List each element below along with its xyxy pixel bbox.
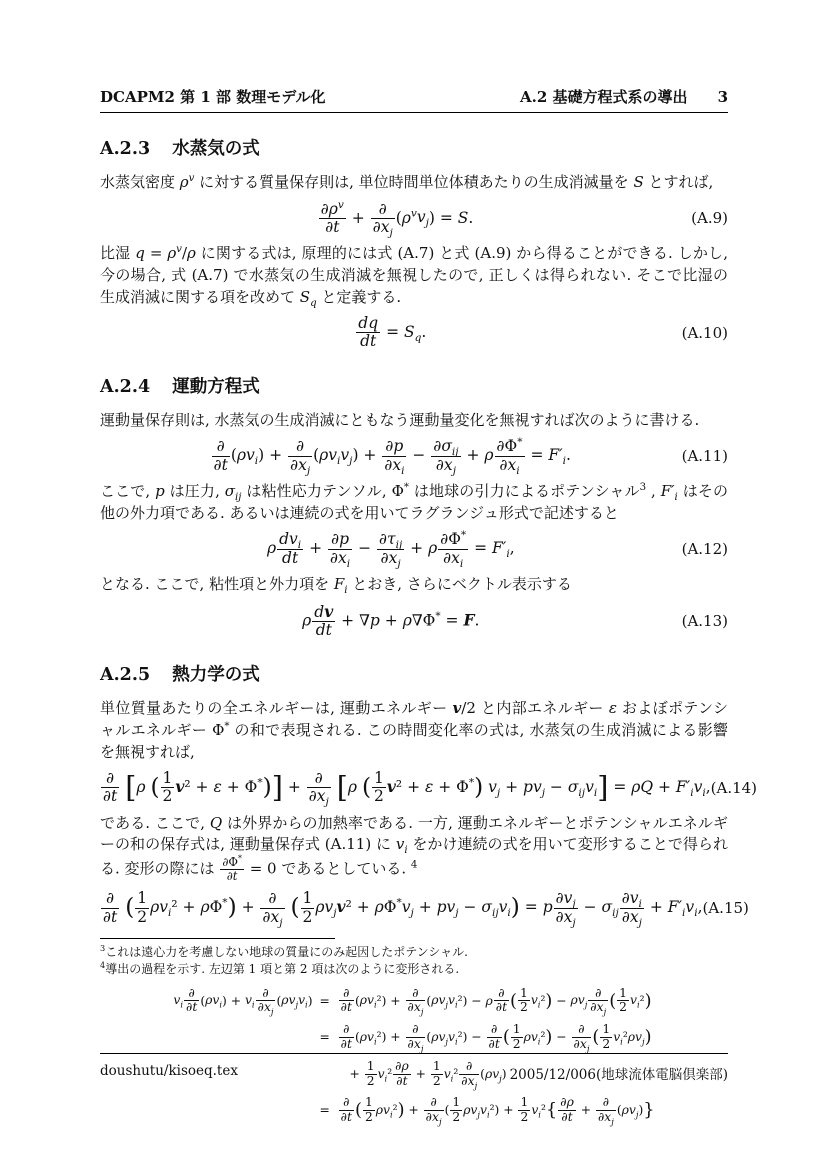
equation-number: (A.15) (702, 899, 749, 918)
equation-number: (A.9) (691, 209, 728, 228)
footnote-3: $^3$これは遠心力を考慮しない地球の質量にのみ起因したポテンシャル. (100, 942, 468, 959)
section-number: A.2.3 (100, 139, 151, 159)
derivation-lhs: $v_i$ $\frac{\partial}{\partial t}$ $(\rho v_i) + v_i$ $\frac{\partial}{\partial x_j}$ $(\rho v_jv_i)$ (173, 985, 313, 1017)
header-section-title: A.2 基礎方程式系の導出 (520, 88, 688, 106)
equation-number: (A.10) (681, 323, 728, 342)
paragraph: 運動量保存則は, 水蒸気の生成消滅にともなう運動量変化を無視すれば次のように書ける. (100, 410, 700, 429)
paragraph: 水蒸気密度 $\rho^v$ に対する質量保存則は, 単位時間単位体積あたりの生成消滅量を S とすれば, (100, 173, 714, 191)
section-title: 熱力学の式 (172, 665, 260, 686)
equation-a12 (100, 529, 728, 570)
footnote-4: $^4$導出の過程を示す. 左辺第 1 項と第 2 項は次のように変形される. (100, 960, 460, 977)
derivation-row (173, 1019, 654, 1056)
derivation-row (173, 1092, 654, 1129)
footer-left: doushutu/kisoeq.tex (100, 1063, 238, 1079)
derivation-rhs: = $\frac{\partial}{\partial t}$ $(\rho v_i^2)$ + $\frac{\partial}{\partial x_j}$ $(\rho v_jv_i^2) - \rho$ $\frac{\partial}{\partial t}$ ( $\frac{1}{2}$ $v_i^2) - \rho v_j$ $\frac{\partial}{\partial x_j}$ ( $\frac{1}{2}$ $v_i^2$) (319, 985, 652, 1017)
equation-a13 (100, 603, 728, 640)
paragraph: 比湿 $q = \rho^v/\rho$ に関する式は, 原理的には式 (A.7) と式 (A.9) から得ることができる. しかし, 今の場合, 式 (A.7) で水蒸気の生成消滅を無視したので, 正しくは得られない. そこで比湿の生成消滅に関する項を改めて $S_q$ と定義する. (100, 244, 728, 309)
derivation-rhs: + $\frac{1}{2}$ $v_i^2$ $\frac{\partial\rho}{\partial t}$ + $\frac{1}{2}$ $v_i^2$ $\frac{\partial}{\partial x_j}$ $(\rho v_j)$ (349, 1058, 507, 1090)
section-number: A.2.5 (100, 665, 151, 686)
page-number: 3 (717, 88, 728, 106)
footnote-rule (100, 938, 335, 939)
paragraph: である. ここで, Q は外界からの加熱率である. 一方, 運動エネルギーとポテンシャルエネルギーの和の保存式は, 運動量保存式 (A.11) に $v_i$ をかけ連続の式を用いて変形することで得られる. 変形の際には $\frac{\partial\Phi^*}{\partial t}$ = 0 であるとしている. $^4$ (100, 813, 728, 884)
equation-body: $\frac{\partial}{\partial t}$ [ρ ( $\frac{1}{2}$ v² + ε + Φ*)] + $\frac{\partial}{\partial x_j}$ [ρ ( $\frac{1}{2}$ v² + ε + Φ*) $v_j + pv_j - \sigma_{ij}v_i] = \rho Q + F'_iv_i$, (103, 769, 711, 809)
section-heading (100, 373, 728, 398)
paragraph: ここで, p は圧力, $\sigma_{ij}$ は粘性応力テンソル, Φ* は地球の引力によるポテンシャル$^3$ , $F'_i$ はその他の外力項である. あるいは連続の式を用いてラグランジュ形式で記述すると (100, 482, 728, 522)
header-left: DCAPM2 第 1 部 数理モデル化 (100, 88, 326, 106)
equation-body: $\frac{\partial}{\partial t}$ $(\rho v_i)$ + $\frac{\partial}{\partial x_j}$ $(\rho v_iv_j)$ + $\frac{\partial p}{\partial x_i}$ − $\frac{\partial\sigma_{ij}}{\partial x_j}$ + ρ $\frac{\partial\Phi^*}{\partial x_i}$ = $F'_i$. (213, 436, 571, 477)
equation-a9 (100, 198, 728, 240)
equation-body: ρ $\frac{dv}{dt}$ + ∇p + ρ∇Φ* = F. (302, 601, 480, 639)
section-heading (100, 135, 728, 160)
equation-number: (A.11) (681, 447, 728, 466)
page-header (100, 86, 728, 113)
page-content (100, 86, 758, 1129)
equation-number: (A.12) (681, 540, 728, 559)
derivation-row (173, 983, 654, 1020)
equation-body: $\frac{dq}{dt}$ = $S_q$. (358, 314, 427, 351)
equation-body: $\frac{\partial\rho^v}{\partial t}$ + $\frac{\partial}{\partial x_j}$ $(\rho^vv_j) = S$. (320, 198, 474, 240)
paragraph: 単位質量あたりの全エネルギーは, 運動エネルギー v/2 と内部エネルギー ε およぼポテンシャルエネルギー Φ* の和で表現される. この時間変化率の式は, 水蒸気の生成消滅による影響を無視すれば, (100, 699, 728, 761)
derivation-rhs: = $\frac{\partial}{\partial t}$ ( $\frac{1}{2}$ $\rho v_i^2$) + $\frac{\partial}{\partial x_j}$ ( $\frac{1}{2}$ $\rho v_jv_i^2$) + $\frac{1}{2}$ $v_i^2${ $\frac{\partial\rho}{\partial t}$ + $\frac{\partial}{\partial x_j}$ $(\rho v_j)$} (319, 1095, 655, 1127)
paragraph: となる. ここで, 粘性項と外力項を $F_i$ とおき, さらにベクトル表示する (100, 575, 572, 597)
section-title: 水蒸気の式 (172, 139, 260, 159)
equation-number: (A.14) (710, 778, 758, 797)
section-number: A.2.4 (100, 376, 151, 397)
header-right (520, 86, 728, 107)
equation-body: ρ $\frac{dv_i}{dt}$ + $\frac{\partial p}{\partial x_i}$ − $\frac{\partial\tau_{ij}}{\partial x_j}$ + ρ $\frac{\partial\Phi^*}{\partial x_i}$ = $F'_i$, (266, 529, 515, 570)
equation-a11 (100, 436, 728, 477)
derivation-rhs: = $\frac{\partial}{\partial t}$ $(\rho v_i^2)$ + $\frac{\partial}{\partial x_j}$ $(\rho v_jv_i^2)$ − $\frac{\partial}{\partial t}$ ( $\frac{1}{2}$ $\rho v_i^2$) − $\frac{\partial}{\partial x_j}$ ( $\frac{1}{2}$ $v_i^2\rho v_j$) (319, 1022, 652, 1054)
equation-body: $\frac{\partial}{\partial t}$ ( $\frac{1}{2}$ $\rho v_i^2 + \rho\Phi^*$) + $\frac{\partial}{\partial x_j}$ ( $\frac{1}{2}$ $\rho v_jv^2 + \rho\Phi^*v_j + pv_j - \sigma_{ij}v_i) = p$ $\frac{\partial v_j}{\partial x_j}$ − $\sigma_{ij}$ $\frac{\partial v_i}{\partial x_j}$ + $F'_iv_i$, (103, 889, 703, 929)
equation-a10 (100, 315, 728, 351)
footer-right: 2005/12/006(地球流体電脳倶楽部) (509, 1067, 728, 1083)
equation-number: (A.13) (681, 611, 728, 630)
section-a24 (100, 373, 728, 640)
equation-a14 (100, 769, 758, 809)
section-a25 (100, 661, 758, 929)
section-a23 (100, 135, 728, 351)
section-title: 運動方程式 (172, 376, 260, 397)
page-footer (100, 1053, 728, 1083)
equation-a15 (100, 889, 749, 929)
section-heading (100, 661, 728, 686)
